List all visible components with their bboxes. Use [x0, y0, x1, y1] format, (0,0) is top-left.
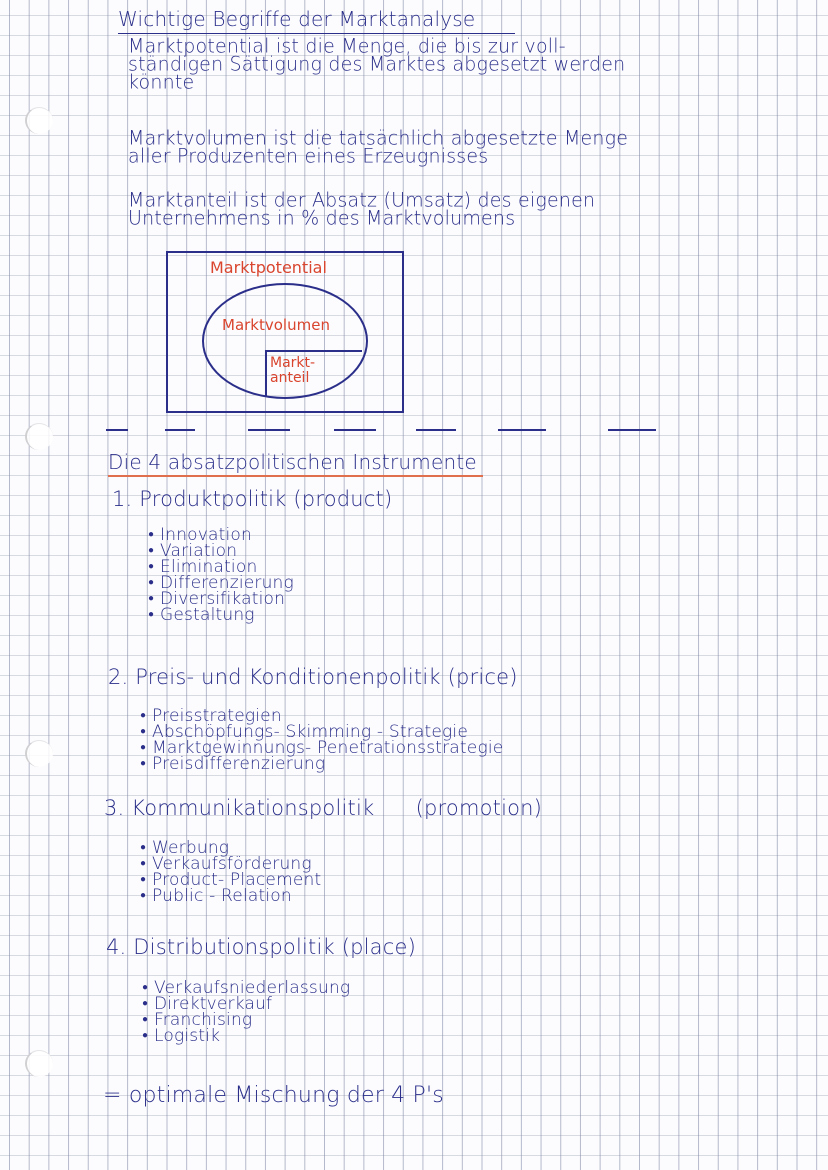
- list-item-text: Elimination: [160, 557, 258, 577]
- list-item: [140, 756, 503, 772]
- list-item-text: Preisdifferenzierung: [152, 754, 326, 774]
- bullet-icon: ●: [148, 609, 155, 620]
- label-line: anteil: [270, 370, 310, 386]
- list-item-text: Differenzierung: [160, 573, 294, 593]
- dash: [334, 429, 376, 431]
- list-item-text: Preisstrategien: [152, 706, 282, 726]
- list-item-text: Logistik: [154, 1026, 221, 1046]
- bullet-icon: ●: [142, 1014, 149, 1025]
- list-item-text: Diversifikation: [160, 589, 286, 609]
- list-item: [142, 1028, 350, 1044]
- definition-line: Marktanteil ist der Absatz (Umsatz) des eigenen: [128, 188, 596, 212]
- label-marktpotential: Marktpotential: [210, 258, 327, 277]
- bullet-icon: ●: [140, 858, 147, 869]
- definition-line: ständigen Sättigung des Marktes abgesetzt werden: [128, 52, 626, 76]
- bullet-icon: ●: [148, 561, 155, 572]
- instrument-heading-promotion: 3. Kommunikationspolitik (promotion): [104, 796, 543, 820]
- definition-line: Marktpotential ist die Menge, die bis zur voll-: [128, 34, 566, 58]
- bullet-icon: ●: [140, 726, 147, 737]
- bullet-icon: ●: [140, 758, 147, 769]
- bullet-icon: ●: [148, 577, 155, 588]
- list-item-text: Direktverkauf: [154, 994, 273, 1014]
- definition-line: Marktvolumen ist die tatsächlich abgesetzte Menge: [128, 126, 629, 150]
- bullet-icon: ●: [148, 593, 155, 604]
- list-item-text: Product- Placement: [152, 870, 322, 890]
- list-item-text: Verkaufsförderung: [152, 854, 312, 874]
- list-item-text: Abschöpfungs- Skimming - Strategie: [152, 722, 469, 742]
- list-item-text: Gestaltung: [160, 605, 255, 625]
- list-item-text: Variation: [160, 541, 238, 561]
- label-marktanteil: [270, 356, 315, 386]
- bullet-icon: ●: [148, 529, 155, 540]
- bullet-icon: ●: [140, 842, 147, 853]
- instrument-heading-place: 4. Distributionspolitik (place): [106, 935, 417, 959]
- list-item-text: Marktgewinnungs- Penetrationsstrategie: [152, 738, 504, 758]
- instrument-list-price: [140, 708, 503, 772]
- instrument-list-product: [148, 527, 294, 623]
- bullet-icon: ●: [148, 545, 155, 556]
- list-item-text: Public - Relation: [152, 886, 292, 906]
- bullet-icon: ●: [140, 710, 147, 721]
- bullet-icon: ●: [140, 874, 147, 885]
- bullet-icon: ●: [140, 742, 147, 753]
- page-title: Wichtige Begriffe der Marktanalyse: [118, 5, 515, 34]
- dash: [165, 429, 195, 431]
- dash: [416, 429, 456, 431]
- definition-marktvolumen: [128, 126, 629, 168]
- list-item-text: Franchising: [154, 1010, 253, 1030]
- instrument-heading-product: 1. Produktpolitik (product): [112, 487, 393, 511]
- dash: [608, 429, 656, 431]
- list-item: [140, 888, 321, 904]
- instrument-list-promotion: [140, 840, 321, 904]
- bullet-icon: ●: [142, 998, 149, 1009]
- list-item-text: Innovation: [160, 525, 253, 545]
- definition-marktanteil: [128, 188, 596, 230]
- instrument-heading-price: 2. Preis- und Konditionenpolitik (price): [108, 665, 518, 689]
- definition-line: könnte: [128, 70, 195, 94]
- punch-hole: [25, 107, 53, 134]
- bullet-icon: ●: [142, 1030, 149, 1041]
- definition-line: Unternehmens in % des Marktvolumens: [128, 206, 516, 230]
- punch-hole: [25, 740, 53, 767]
- list-item-text: Verkaufsniederlassung: [154, 978, 351, 998]
- conclusion: = optimale Mischung der 4 P's: [103, 1083, 444, 1108]
- dash: [106, 429, 128, 431]
- label-marktvolumen: Marktvolumen: [222, 316, 330, 334]
- instrument-list-place: [142, 980, 350, 1044]
- list-item-text: Werbung: [152, 838, 230, 858]
- bullet-icon: ●: [140, 890, 147, 901]
- dash: [498, 429, 546, 431]
- punch-hole: [25, 1050, 53, 1077]
- bullet-icon: ●: [142, 982, 149, 993]
- list-item: [148, 607, 294, 623]
- section-title: Die 4 absatzpolitischen Instrumente: [108, 449, 483, 477]
- definition-line: aller Produzenten eines Erzeugnisses: [128, 144, 489, 168]
- dash: [248, 429, 290, 431]
- punch-hole: [25, 423, 53, 450]
- label-line: Markt-: [270, 355, 316, 371]
- definition-marktpotential: [128, 34, 626, 94]
